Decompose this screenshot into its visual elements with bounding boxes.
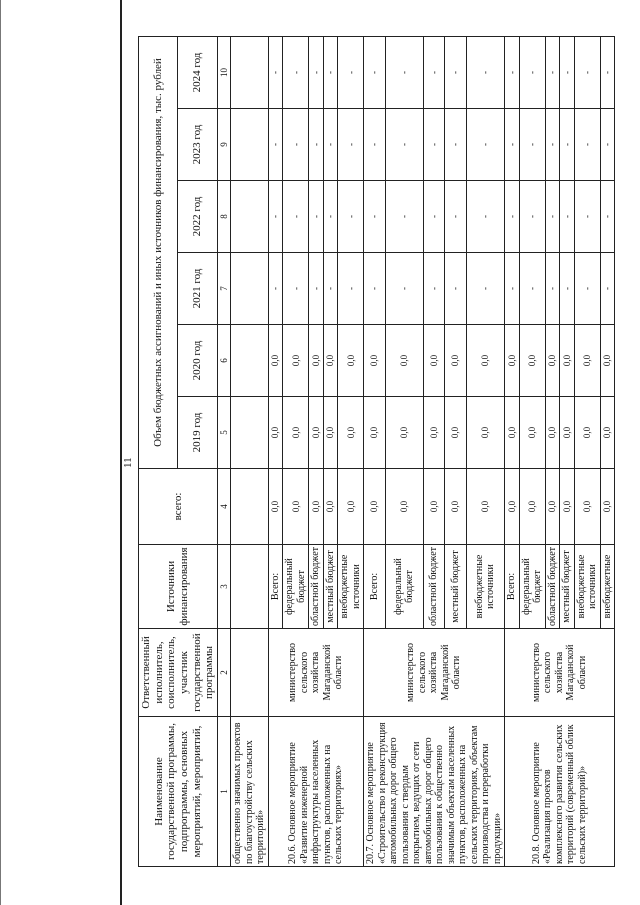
funding-source: внебюджетные источники <box>574 545 600 629</box>
funding-source: областной бюджет <box>309 545 324 629</box>
header-year: 2022 год <box>178 181 217 253</box>
table-header <box>139 37 231 867</box>
funding-value: 0,0 <box>505 397 520 469</box>
funding-value: - <box>600 109 615 181</box>
funding-source: Всего: <box>268 545 283 629</box>
funding-value: - <box>268 109 283 181</box>
funding-value: 0,0 <box>445 397 466 469</box>
funding-value: 0,0 <box>338 397 364 469</box>
funding-value: 0,0 <box>466 325 504 397</box>
funding-value: 0,0 <box>445 325 466 397</box>
funding-value: - <box>574 109 600 181</box>
funding-source: внебюджетные источники <box>338 545 364 629</box>
table-row <box>505 37 520 867</box>
funding-value: - <box>323 253 338 325</box>
funding-value: 0,0 <box>309 469 324 545</box>
funding-value: - <box>445 37 466 109</box>
funding-value: - <box>519 253 545 325</box>
funding-value: 0,0 <box>283 469 309 545</box>
measure-name: 20.6. Основное мероприятие «Развитие инженерной инфраструктуры населенных пунктов, расположенных на сельских территориях» <box>268 717 364 867</box>
funding-value: 0,0 <box>338 325 364 397</box>
funding-source: внебюджетные <box>600 545 615 629</box>
funding-value: 0,0 <box>505 325 520 397</box>
funding-value: 0,0 <box>323 397 338 469</box>
funding-value: - <box>466 37 504 109</box>
funding-value: - <box>283 37 309 109</box>
funding-value: - <box>268 181 283 253</box>
funding-source: областной бюджет <box>545 545 560 629</box>
header-year: 2021 год <box>178 253 217 325</box>
header-sources: Источники финансирования <box>139 545 218 629</box>
header-volume: Объем бюджетных ассигнований и иных источников финансирования, тыс. рублей <box>139 37 178 469</box>
funding-value: 0,0 <box>338 469 364 545</box>
funding-value: - <box>309 37 324 109</box>
funding-value: - <box>466 181 504 253</box>
page-number: 11 <box>122 457 134 468</box>
funding-value: - <box>560 109 575 181</box>
funding-value: - <box>323 181 338 253</box>
funding-value: 0,0 <box>385 325 423 397</box>
funding-value: - <box>445 253 466 325</box>
funding-value: - <box>385 37 423 109</box>
rotated-page <box>120 16 613 888</box>
funding-value: - <box>545 37 560 109</box>
funding-value: - <box>466 109 504 181</box>
funding-value: - <box>268 37 283 109</box>
funding-value: 0,0 <box>323 325 338 397</box>
measure-name: 20.8. Основное мероприятие «Реализация проектов комплексного развития сельских территорий (современный облик сельских территорий)» <box>505 717 615 867</box>
funding-value: 0,0 <box>466 469 504 545</box>
header-col-number: 4 <box>217 469 230 545</box>
funding-value: - <box>505 181 520 253</box>
funding-value: - <box>283 181 309 253</box>
funding-value: - <box>309 109 324 181</box>
funding-value: - <box>364 181 385 253</box>
responsible-executor: министерство сельского хозяйства Магаданской области <box>364 629 505 717</box>
funding-value: - <box>423 37 444 109</box>
funding-value: 0,0 <box>519 469 545 545</box>
funding-value: - <box>268 253 283 325</box>
funding-value: - <box>283 109 309 181</box>
funding-value: - <box>545 109 560 181</box>
header-responsible: Ответственный исполнитель, соисполнитель, участник государственной программы <box>139 629 218 717</box>
funding-value: 0,0 <box>385 397 423 469</box>
funding-value: - <box>560 181 575 253</box>
funding-value: 0,0 <box>445 469 466 545</box>
funding-value: 0,0 <box>519 325 545 397</box>
funding-value: - <box>545 181 560 253</box>
prev-row <box>231 37 269 867</box>
funding-source: местный бюджет <box>560 545 575 629</box>
funding-source: Всего: <box>505 545 520 629</box>
funding-source: федеральный бюджет <box>385 545 423 629</box>
funding-value: 0,0 <box>364 397 385 469</box>
funding-value: - <box>505 109 520 181</box>
funding-value: - <box>423 109 444 181</box>
funding-source: местный бюджет <box>323 545 338 629</box>
funding-value: - <box>283 253 309 325</box>
funding-value: 0,0 <box>283 325 309 397</box>
funding-value: - <box>323 37 338 109</box>
funding-value: - <box>560 253 575 325</box>
funding-value: 0,0 <box>268 397 283 469</box>
header-year: 2024 год <box>178 37 217 109</box>
responsible-executor: министерство сельского хозяйства Магаданской области <box>505 629 615 717</box>
funding-value: - <box>505 253 520 325</box>
funding-value: 0,0 <box>385 469 423 545</box>
funding-value: - <box>338 181 364 253</box>
funding-source: областной бюджет <box>423 545 444 629</box>
funding-value: - <box>600 253 615 325</box>
header-name: Наименование государственной программы, подпрограммы, основных мероприятий, мероприятий, <box>139 717 218 867</box>
funding-value: 0,0 <box>600 469 615 545</box>
funding-source: местный бюджет <box>445 545 466 629</box>
funding-value: 0,0 <box>545 325 560 397</box>
funding-value: - <box>385 109 423 181</box>
funding-value: 0,0 <box>309 325 324 397</box>
funding-value: - <box>423 181 444 253</box>
funding-value: - <box>445 181 466 253</box>
funding-value: - <box>574 37 600 109</box>
funding-value: - <box>385 253 423 325</box>
funding-value: 0,0 <box>466 397 504 469</box>
funding-value: - <box>445 109 466 181</box>
funding-value: - <box>574 181 600 253</box>
table-row <box>364 37 385 867</box>
funding-value: 0,0 <box>423 397 444 469</box>
funding-value: - <box>574 253 600 325</box>
funding-value: - <box>600 181 615 253</box>
header-col-number: 5 <box>217 397 230 469</box>
header-col-numbers <box>217 37 230 867</box>
funding-value: 0,0 <box>600 325 615 397</box>
funding-source: Всего: <box>364 545 385 629</box>
funding-value: 0,0 <box>600 397 615 469</box>
funding-source: внебюджетные источники <box>466 545 504 629</box>
funding-value: - <box>338 253 364 325</box>
funding-value: - <box>309 181 324 253</box>
funding-value: 0,0 <box>560 325 575 397</box>
funding-value: - <box>519 37 545 109</box>
funding-value: 0,0 <box>283 397 309 469</box>
funding-value: 0,0 <box>560 397 575 469</box>
funding-table <box>138 36 615 867</box>
funding-value: 0,0 <box>545 397 560 469</box>
funding-value: 0,0 <box>505 469 520 545</box>
funding-value: 0,0 <box>364 325 385 397</box>
funding-source: федеральный бюджет <box>283 545 309 629</box>
funding-value: - <box>560 37 575 109</box>
header-year: 2019 год <box>178 397 217 469</box>
funding-value: 0,0 <box>423 325 444 397</box>
table-row <box>268 37 283 867</box>
header-col-number: 2 <box>217 629 230 717</box>
funding-value: - <box>364 109 385 181</box>
funding-value: - <box>545 253 560 325</box>
funding-value: 0,0 <box>519 397 545 469</box>
funding-value: 0,0 <box>309 397 324 469</box>
funding-value: 0,0 <box>574 469 600 545</box>
header-col-number: 7 <box>217 253 230 325</box>
funding-value: 0,0 <box>268 325 283 397</box>
funding-value: 0,0 <box>560 469 575 545</box>
funding-value: - <box>519 181 545 253</box>
funding-value: - <box>364 253 385 325</box>
header-year: 2020 год <box>178 325 217 397</box>
funding-value: - <box>364 37 385 109</box>
funding-value: 0,0 <box>545 469 560 545</box>
funding-value: 0,0 <box>323 469 338 545</box>
measure-name: 20.7. Основное мероприятие «Строительство и реконструкция автомобильных дорог общего пользования с твердым покрытием, ведущих от сети автомобильных дорог общего пользования к общественно значимым объектам населенных пунктов, расположенных на сельских территориях, объектам производства и переработки продукции» <box>364 717 505 867</box>
prev-row-name: общественно значимых проектов по благоустройству сельских территорий» <box>231 717 269 867</box>
funding-value: 0,0 <box>574 397 600 469</box>
header-col-number: 3 <box>217 545 230 629</box>
funding-value: - <box>309 253 324 325</box>
funding-value: - <box>466 253 504 325</box>
funding-value: - <box>338 37 364 109</box>
funding-value: 0,0 <box>574 325 600 397</box>
funding-source: федеральный бюджет <box>519 545 545 629</box>
header-col-number: 1 <box>217 717 230 867</box>
responsible-executor: министерство сельского хозяйства Магаданской области <box>268 629 364 717</box>
header-col-number: 9 <box>217 109 230 181</box>
funding-value: - <box>338 109 364 181</box>
funding-value: - <box>423 253 444 325</box>
scan-edge-line <box>0 0 1 905</box>
header-total: всего: <box>139 469 218 545</box>
funding-value: - <box>600 37 615 109</box>
funding-value: 0,0 <box>423 469 444 545</box>
funding-value: - <box>519 109 545 181</box>
funding-value: 0,0 <box>364 469 385 545</box>
header-year: 2023 год <box>178 109 217 181</box>
header-col-number: 8 <box>217 181 230 253</box>
table-body <box>231 37 615 867</box>
header-col-number: 10 <box>217 37 230 109</box>
funding-value: 0,0 <box>268 469 283 545</box>
funding-value: - <box>323 109 338 181</box>
header-col-number: 6 <box>217 325 230 397</box>
funding-value: - <box>385 181 423 253</box>
funding-value: - <box>505 37 520 109</box>
